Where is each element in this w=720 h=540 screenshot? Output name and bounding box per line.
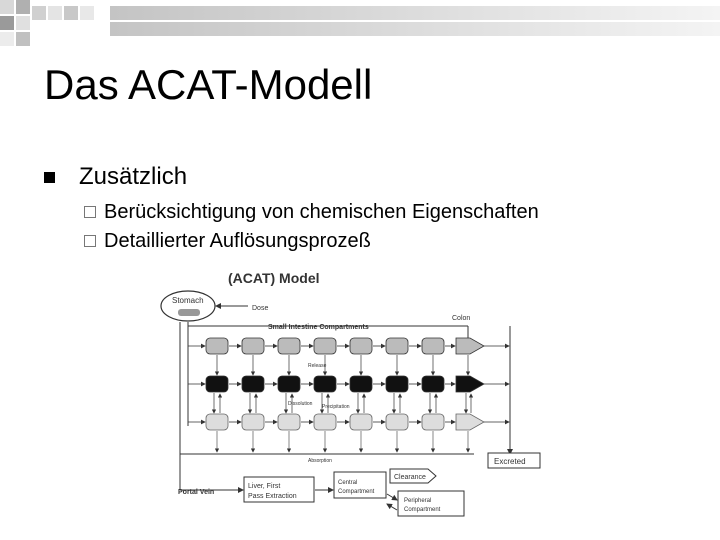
dissolution-label: Dissolution (288, 401, 313, 407)
slide-title: Das ACAT-Modell (44, 61, 373, 108)
deco-square (16, 16, 30, 30)
deco-square (0, 32, 14, 46)
hollow-square-bullet-icon (84, 206, 96, 218)
precipitation-label: Precipitation (322, 404, 350, 410)
excreted-label: Excreted (494, 457, 526, 466)
bullet-item (44, 165, 187, 189)
deco-square (32, 6, 46, 20)
liver-label-1: Liver, First (248, 483, 281, 490)
subbullet-text: Detaillierter Auflösungsprozeß (104, 230, 371, 252)
subbullet-item (84, 202, 539, 222)
bullet-text: Zusätzlich (79, 163, 188, 190)
deco-square (16, 32, 30, 46)
colon-label: Colon (452, 315, 471, 322)
absorption-label: Absorption (308, 458, 332, 464)
deco-square (0, 16, 14, 30)
clearance-label: Clearance (394, 474, 426, 481)
acat-model-diagram (158, 266, 554, 528)
deco-square (48, 6, 62, 20)
hollow-square-bullet-icon (84, 235, 96, 247)
deco-square (80, 6, 94, 20)
deco-square (16, 0, 30, 14)
central-label-1: Central (338, 480, 358, 486)
dose-label: Dose (252, 305, 269, 312)
portal-vein-label: Portal Vein (178, 489, 215, 496)
diagram-title: (ACAT) Model (228, 270, 320, 286)
deco-square (0, 0, 14, 14)
subbullet-text: Berücksichtigung von chemischen Eigenschaften (104, 201, 539, 223)
liver-label-2: Pass Extraction (248, 493, 297, 500)
square-bullet-icon (44, 172, 55, 183)
stomach-capsule (178, 309, 200, 316)
release-label: Release (308, 363, 327, 369)
peripheral-label-1: Peripheral (404, 498, 432, 504)
peripheral-label-2: Compartment (404, 507, 441, 513)
subbullet-item (84, 231, 371, 251)
header-decoration (0, 0, 720, 60)
central-label-2: Compartment (338, 489, 375, 495)
deco-square (64, 6, 78, 20)
small-intestine-label: Small Intestine Compartments (268, 324, 369, 331)
stomach-label: Stomach (172, 296, 204, 305)
